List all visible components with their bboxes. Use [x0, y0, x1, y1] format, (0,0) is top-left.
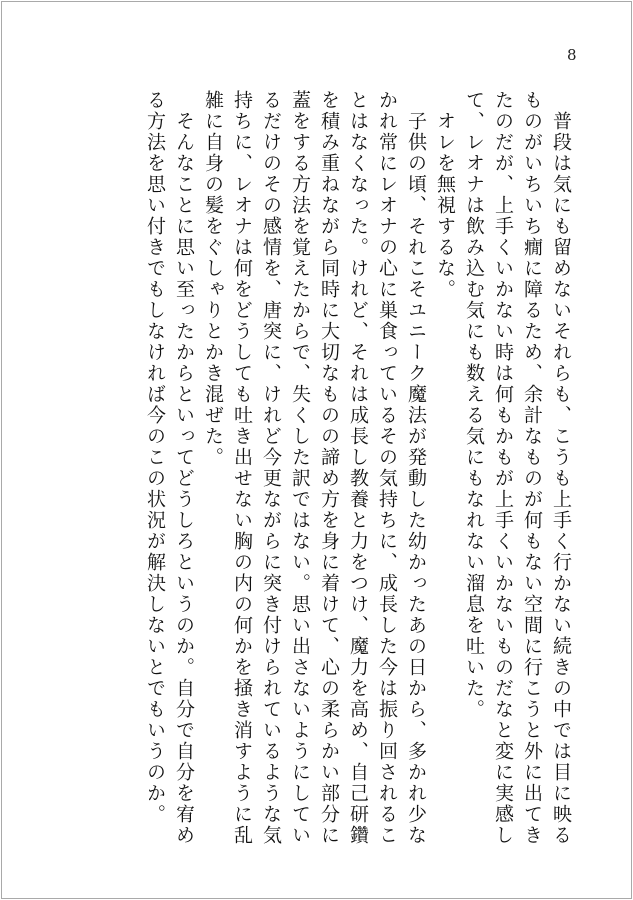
- paragraph: そんなことに思い至ったからといってどうしろというのか。自分で自分を宥める方法を思い付きでもしなければ今のこの状況が解決しないとでもいうのか。: [144, 90, 195, 846]
- book-page: [1, 1, 632, 899]
- paragraph: オレを無視するな。: [434, 90, 456, 300]
- paragraph: 普段は気にも留めないそれらも、こうも上手く行かない続きの中では目に映るものがいちいち癇に障るため、余計なものが何もない空間に行こうと外に出てきたのだが、上手くいかない時は何もかもが上手くいかないものだなと変に実感して、レオナは飲み込む気にも数える気にもなれない溜息を吐いた。: [463, 90, 572, 846]
- vertical-text-block: [140, 90, 575, 850]
- page-number: 8: [567, 46, 577, 64]
- paragraph: 子供の頃、それこそユニーク魔法が発動した幼かったあの日から、多かれ少なかれ常にレオナの心に巣食っているその気持ちに、成長した今は振り回されることはなくなった。けれど、それは成長し教養と力をつけ、魔力を高め、自己研鑽を積み重ねながら同時に大切なものの諦め方を身に着けて、心の柔らかい部分に蓋をする方法を覚えたからで、失くした訳ではない。思い出さないようにしているだけのその感情を、唐突に、けれど今更ながらに突き付けられているような気持ちに、レオナは何をどうしても吐き出せない胸の内の何かを掻き消すように乱雑に自身の髪をぐしゃりとかき混ぜた。: [202, 90, 427, 846]
